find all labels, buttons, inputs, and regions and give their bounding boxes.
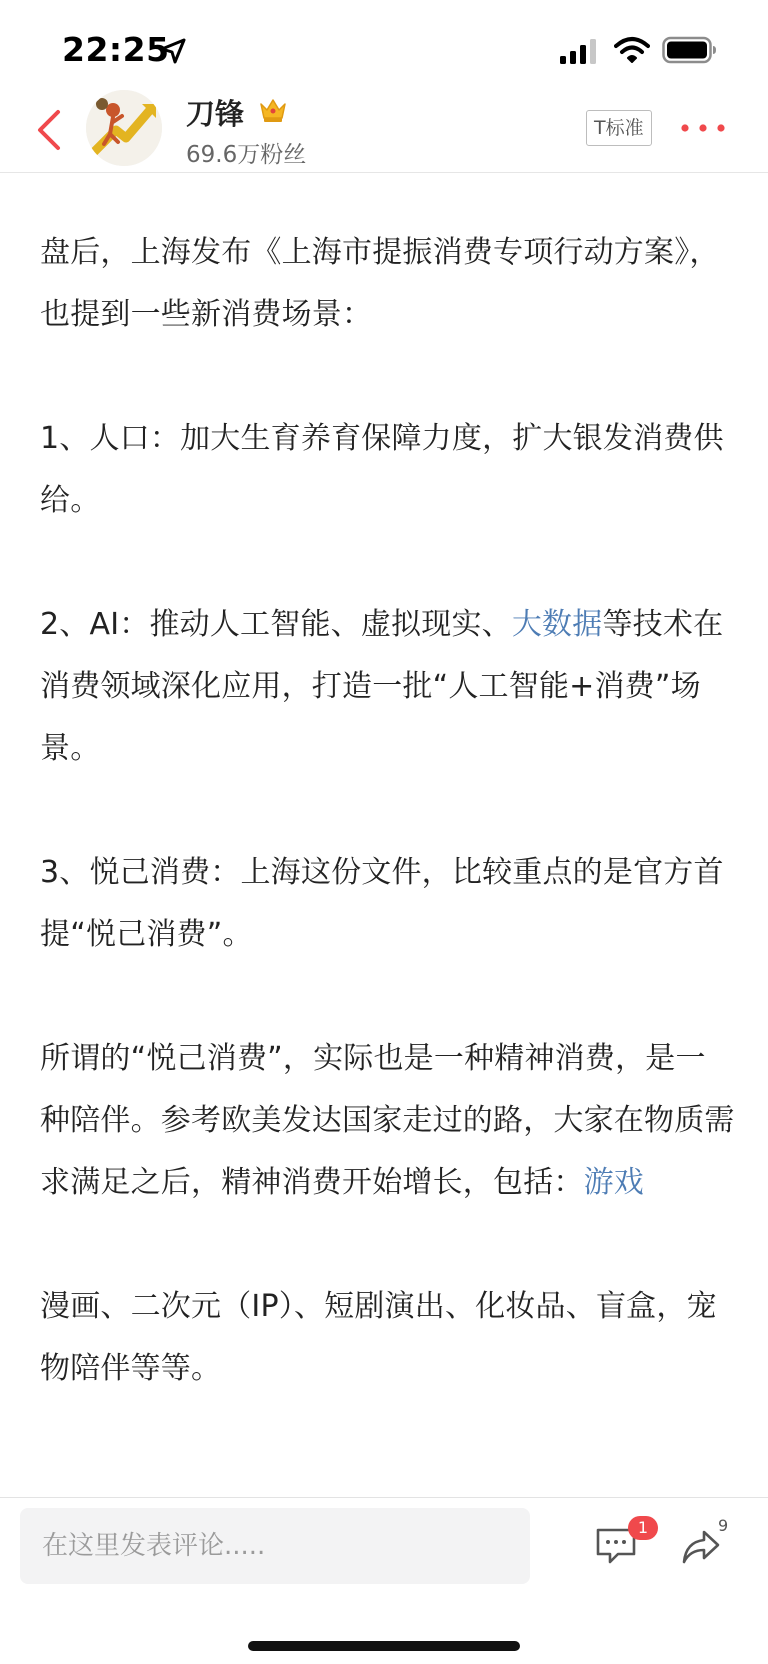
status-time: 22:25 bbox=[62, 30, 170, 69]
paragraph-population: 1、人口：加大生育养育保障力度，扩大银发消费供给。 bbox=[40, 421, 724, 518]
share-count: 9 bbox=[718, 1516, 729, 1535]
cellular-signal-icon bbox=[560, 38, 600, 64]
share-arrow-icon bbox=[684, 1532, 718, 1562]
paragraph-text: 等技术在消费领域深化应用，打造一批“人工智能+消费”场景。 bbox=[40, 607, 724, 766]
more-button[interactable] bbox=[680, 116, 726, 140]
share-button[interactable] bbox=[680, 1528, 722, 1566]
home-indicator bbox=[248, 1641, 520, 1651]
author-avatar[interactable] bbox=[86, 90, 162, 166]
paragraph-text: 所谓的“悦己消费”，实际也是一种精神消费，是一种陪伴。参考欧美发达国家走过的路，大家在物质需求满足之后，精神消费开始增长，包括： bbox=[40, 1041, 735, 1200]
status-bar bbox=[0, 0, 768, 92]
font-size-button[interactable]: T标准 bbox=[586, 110, 652, 146]
article-header bbox=[0, 92, 768, 173]
paragraph-text: 2、AI：推动人工智能、虚拟现实、 bbox=[40, 607, 512, 642]
more-dots-icon bbox=[681, 124, 724, 131]
crown-icon bbox=[258, 96, 288, 124]
comment-input[interactable] bbox=[20, 1508, 530, 1584]
bottom-comment-bar bbox=[0, 1497, 768, 1664]
location-arrow-icon bbox=[158, 36, 188, 66]
paragraph-examples: 漫画、二次元（IP）、短剧演出、化妆品、盲盒，宠物陪伴等等。 bbox=[40, 1289, 717, 1386]
wifi-icon bbox=[614, 36, 650, 64]
back-button[interactable] bbox=[30, 104, 70, 156]
fans-count: 69.6万粉丝 bbox=[186, 142, 307, 168]
battery-icon bbox=[662, 36, 718, 64]
big-data-link[interactable]: 大数据 bbox=[511, 607, 603, 642]
games-link[interactable]: 游戏 bbox=[583, 1165, 645, 1200]
avatar-image bbox=[86, 90, 162, 166]
comment-bubble-icon bbox=[598, 1530, 634, 1562]
article-body bbox=[40, 172, 735, 1482]
author-name[interactable]: 刀锋 bbox=[186, 97, 245, 131]
paragraph-spiritual-consumption bbox=[40, 1028, 735, 1214]
chevron-left-icon bbox=[40, 112, 58, 148]
paragraph-self-pleasing: 3、悦己消费：上海这份文件，比较重点的是官方首提“悦己消费”。 bbox=[40, 855, 724, 952]
paragraph-ai bbox=[40, 594, 735, 780]
comment-count-badge: 1 bbox=[628, 1516, 658, 1540]
paragraph-intro: 盘后，上海发布《上海市提振消费专项行动方案》，也提到一些新消费场景： bbox=[40, 235, 720, 332]
